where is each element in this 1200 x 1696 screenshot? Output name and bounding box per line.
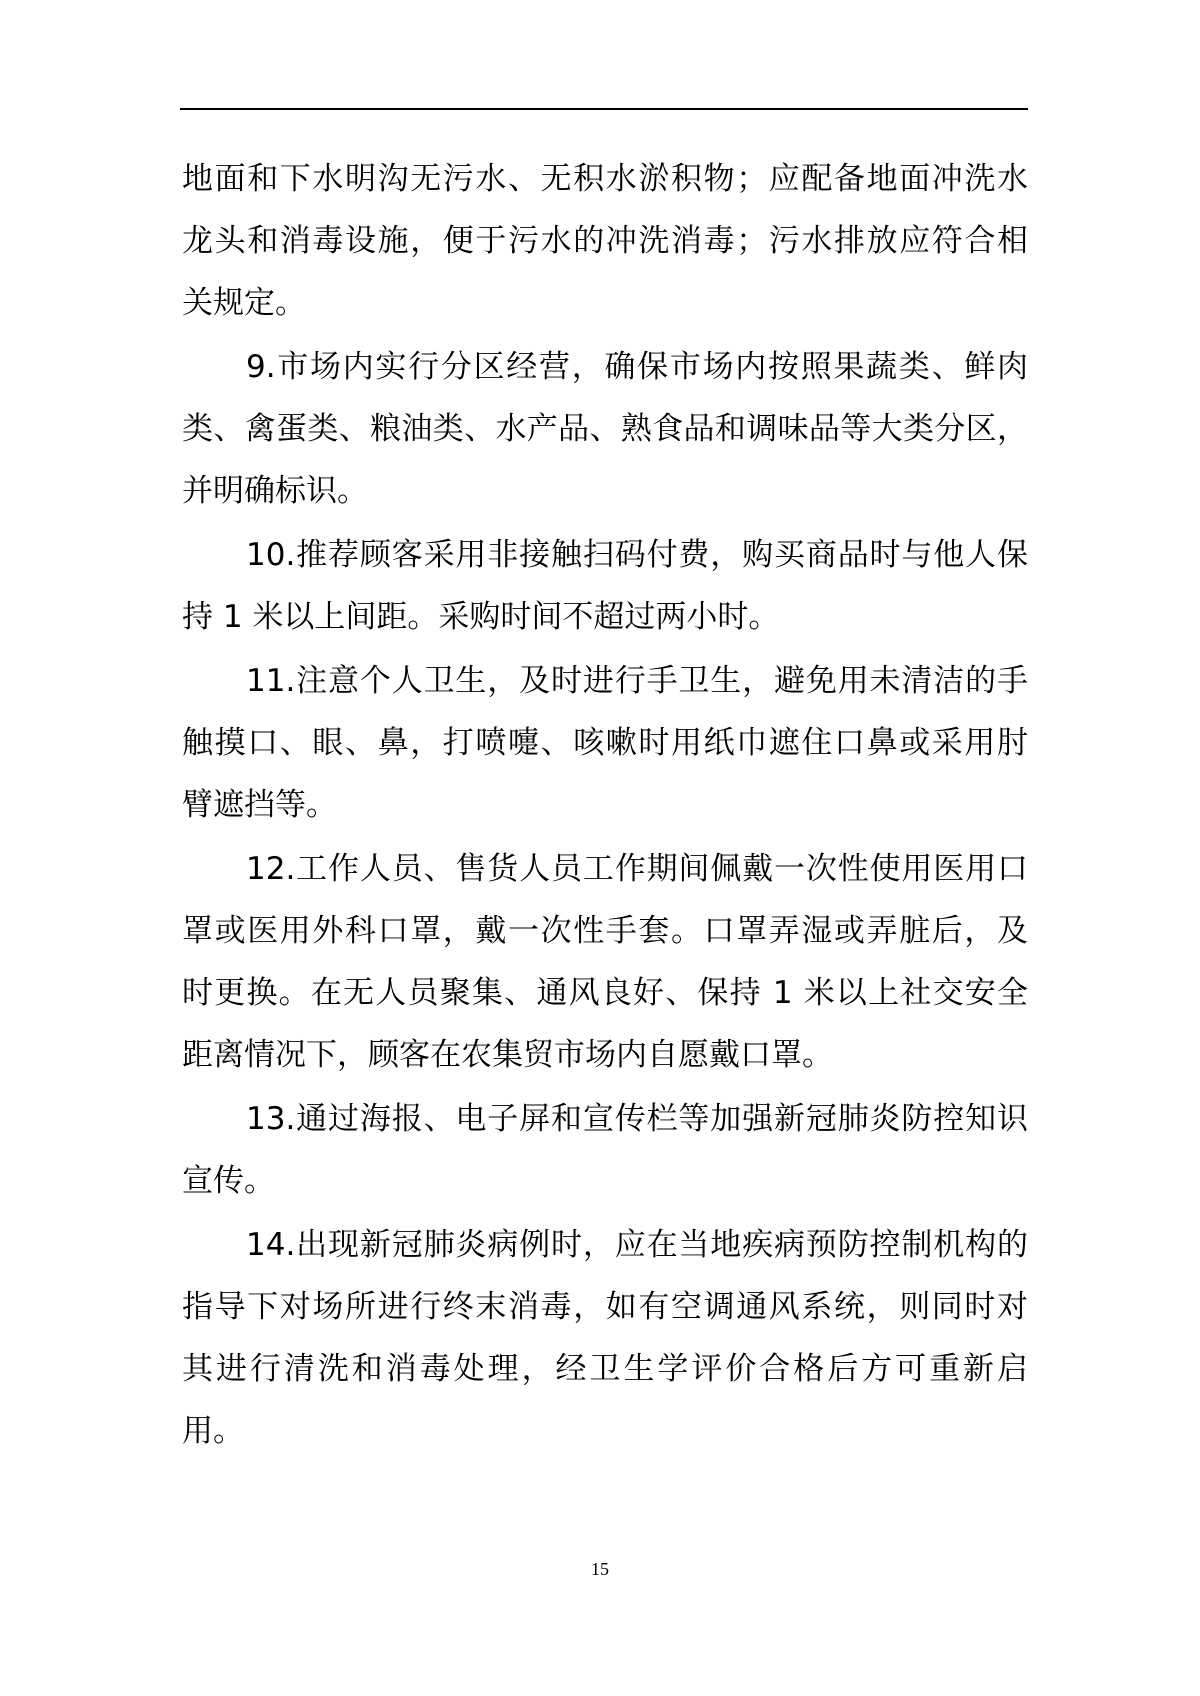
text-line: 9.市场内实行分区经营，确保市场内按照果蔬类、鲜肉 (246, 349, 1028, 385)
text-line: 关规定。 (182, 285, 306, 321)
paragraph (182, 838, 1028, 1086)
text-line: 13.通过海报、电子屏和宣传栏等加强新冠肺炎防控知识 (246, 1101, 1028, 1137)
text-line: 距离情况下，顾客在农集贸市场内自愿戴口罩。 (182, 1037, 833, 1073)
paragraph (182, 148, 1028, 334)
text-line: 触摸口、眼、鼻，打喷嚏、咳嗽时用纸巾遮住口鼻或采用肘 (182, 725, 1028, 761)
text-line: 宣传。 (182, 1163, 275, 1199)
text-line: 其进行清洗和消毒处理，经卫生学评价合格后方可重新启 (182, 1351, 1028, 1387)
text-line: 地面和下水明沟无污水、无积水淤积物；应配备地面冲洗水 (182, 161, 1028, 197)
page-number: 15 (591, 1559, 609, 1579)
text-line: 11.注意个人卫生，及时进行手卫生，避免用未清洁的手 (246, 663, 1028, 699)
text-line: 并明确标识。 (182, 473, 368, 509)
text-line: 14.出现新冠肺炎病例时，应在当地疾病预防控制机构的 (246, 1227, 1028, 1263)
text-line: 龙头和消毒设施，便于污水的冲洗消毒；污水排放应符合相 (182, 223, 1028, 259)
text-line: 指导下对场所进行终末消毒，如有空调通风系统，则同时对 (182, 1289, 1028, 1325)
paragraph (182, 1214, 1028, 1462)
paragraph (182, 1088, 1028, 1212)
paragraph (182, 336, 1028, 522)
text-line: 用。 (182, 1413, 244, 1449)
text-line: 时更换。在无人员聚集、通风良好、保持 1 米以上社交安全 (182, 975, 1028, 1011)
text-line: 12.工作人员、售货人员工作期间佩戴一次性使用医用口 (246, 851, 1028, 887)
paragraph (182, 524, 1028, 648)
text-line: 臂遮挡等。 (182, 787, 337, 823)
paragraph (182, 650, 1028, 836)
text-line: 10.推荐顾客采用非接触扫码付费，购买商品时与他人保 (246, 537, 1028, 573)
header-rule (180, 108, 1028, 110)
text-line: 罩或医用外科口罩，戴一次性手套。口罩弄湿或弄脏后，及 (182, 913, 1028, 949)
text-line: 持 1 米以上间距。采购时间不超过两小时。 (182, 599, 780, 635)
text-line: 类、禽蛋类、粮油类、水产品、熟食品和调味品等大类分区， (182, 411, 1028, 447)
body-text (182, 148, 1028, 1464)
